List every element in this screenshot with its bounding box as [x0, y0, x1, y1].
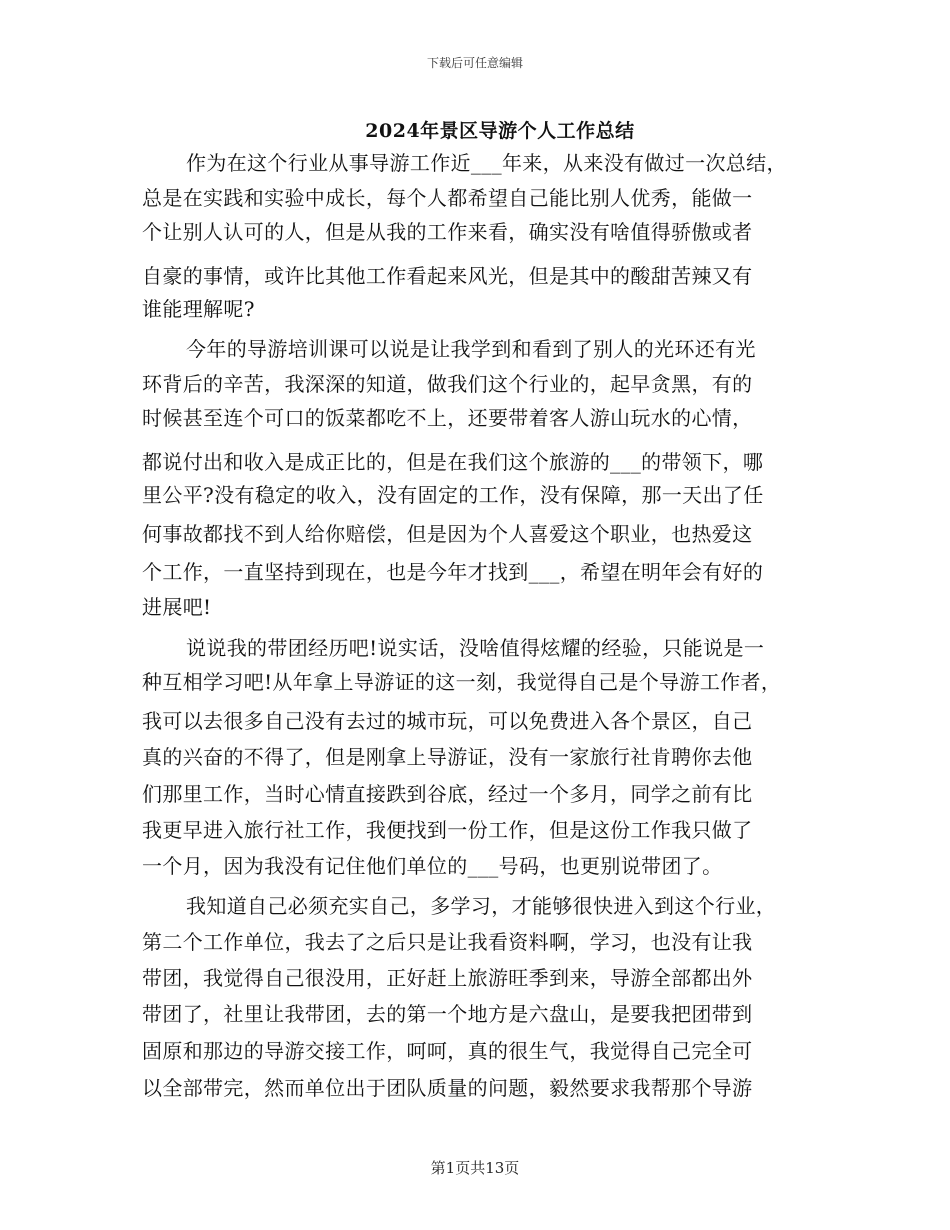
body-line: 真的兴奋的不得了，但是刚拿上导游证，没有一家旅行社肯聘你去他	[142, 745, 753, 769]
header-note: 下载后可任意编辑	[426, 56, 523, 70]
body-line: 们那里工作，当时心情直接跌到谷底，经过一个多月，同学之前有比	[142, 782, 753, 806]
body-line: 以全部带完，然而单位出于团队质量的问题，毅然要求我帮那个导游	[142, 1076, 753, 1100]
body-line: 个工作，一直坚持到现在，也是今年才找到___，希望在明年会有好的	[142, 560, 764, 584]
body-line: 我可以去很多自己没有去过的城市玩，可以免费进入各个景区，自己	[142, 709, 753, 733]
document-title: 2024年景区导游个人工作总结	[365, 120, 635, 142]
body-line: 个让别人认可的人，但是从我的工作来看，确实没有啥值得骄傲或者	[142, 220, 753, 244]
body-line: 我知道自己必须充实自己，多学习，才能够很快进入到这个行业，	[186, 894, 777, 918]
body-line: 我更早进入旅行社工作，我便找到一份工作，但是这份工作我只做了	[142, 818, 753, 842]
body-line: 带团了，社里让我带团，去的第一个地方是六盘山，是要我把团带到	[142, 1002, 753, 1026]
body-line: 里公平?没有稳定的收入，没有固定的工作，没有保障，那一天出了任	[142, 483, 764, 507]
body-line: 总是在实践和实验中成长，每个人都希望自己能比别人优秀，能做一	[142, 186, 753, 210]
body-line: 何事故都找不到人给你赔偿，但是因为个人喜爱这个职业，也热爱这	[142, 522, 753, 546]
body-line: 固原和那边的导游交接工作，呵呵，真的很生气，我觉得自己完全可	[142, 1039, 753, 1063]
body-line: 说说我的带团经历吧!说实话，没啥值得炫耀的经验，只能说是一	[186, 636, 765, 660]
body-line: 谁能理解呢?	[142, 297, 255, 321]
body-line: 带团，我觉得自己很没用，正好赶上旅游旺季到来，导游全部都出外	[142, 966, 753, 990]
body-line: 种互相学习吧!从年拿上导游证的这一刻，我觉得自己是个导游工作者，	[142, 670, 782, 694]
body-line: 进展吧!	[142, 595, 212, 619]
body-line: 自豪的事情，或许比其他工作看起来风光，但是其中的酸甜苦辣又有	[142, 264, 753, 288]
body-line: 环背后的辛苦，我深深的知道，做我们这个行业的，起早贪黑，有的	[142, 372, 753, 396]
body-line: 第二个工作单位，我去了之后只是让我看资料啊，学习，也没有让我	[142, 930, 753, 954]
body-line: 都说付出和收入是成正比的，但是在我们这个旅游的___的带领下，哪	[142, 450, 764, 474]
body-line: 作为在这个行业从事导游工作近___年来，从来没有做过一次总结，	[186, 151, 787, 175]
body-line: 时候甚至连个可口的饭菜都吃不上，还要带着客人游山玩水的心情，	[142, 406, 753, 430]
body-line: 一个月，因为我没有记住他们单位的___号码，也更别说带团了。	[142, 854, 723, 878]
body-line: 今年的导游培训课可以说是让我学到和看到了别人的光环还有光	[186, 337, 756, 361]
page-footer: 第1页共13页	[430, 1159, 520, 1177]
